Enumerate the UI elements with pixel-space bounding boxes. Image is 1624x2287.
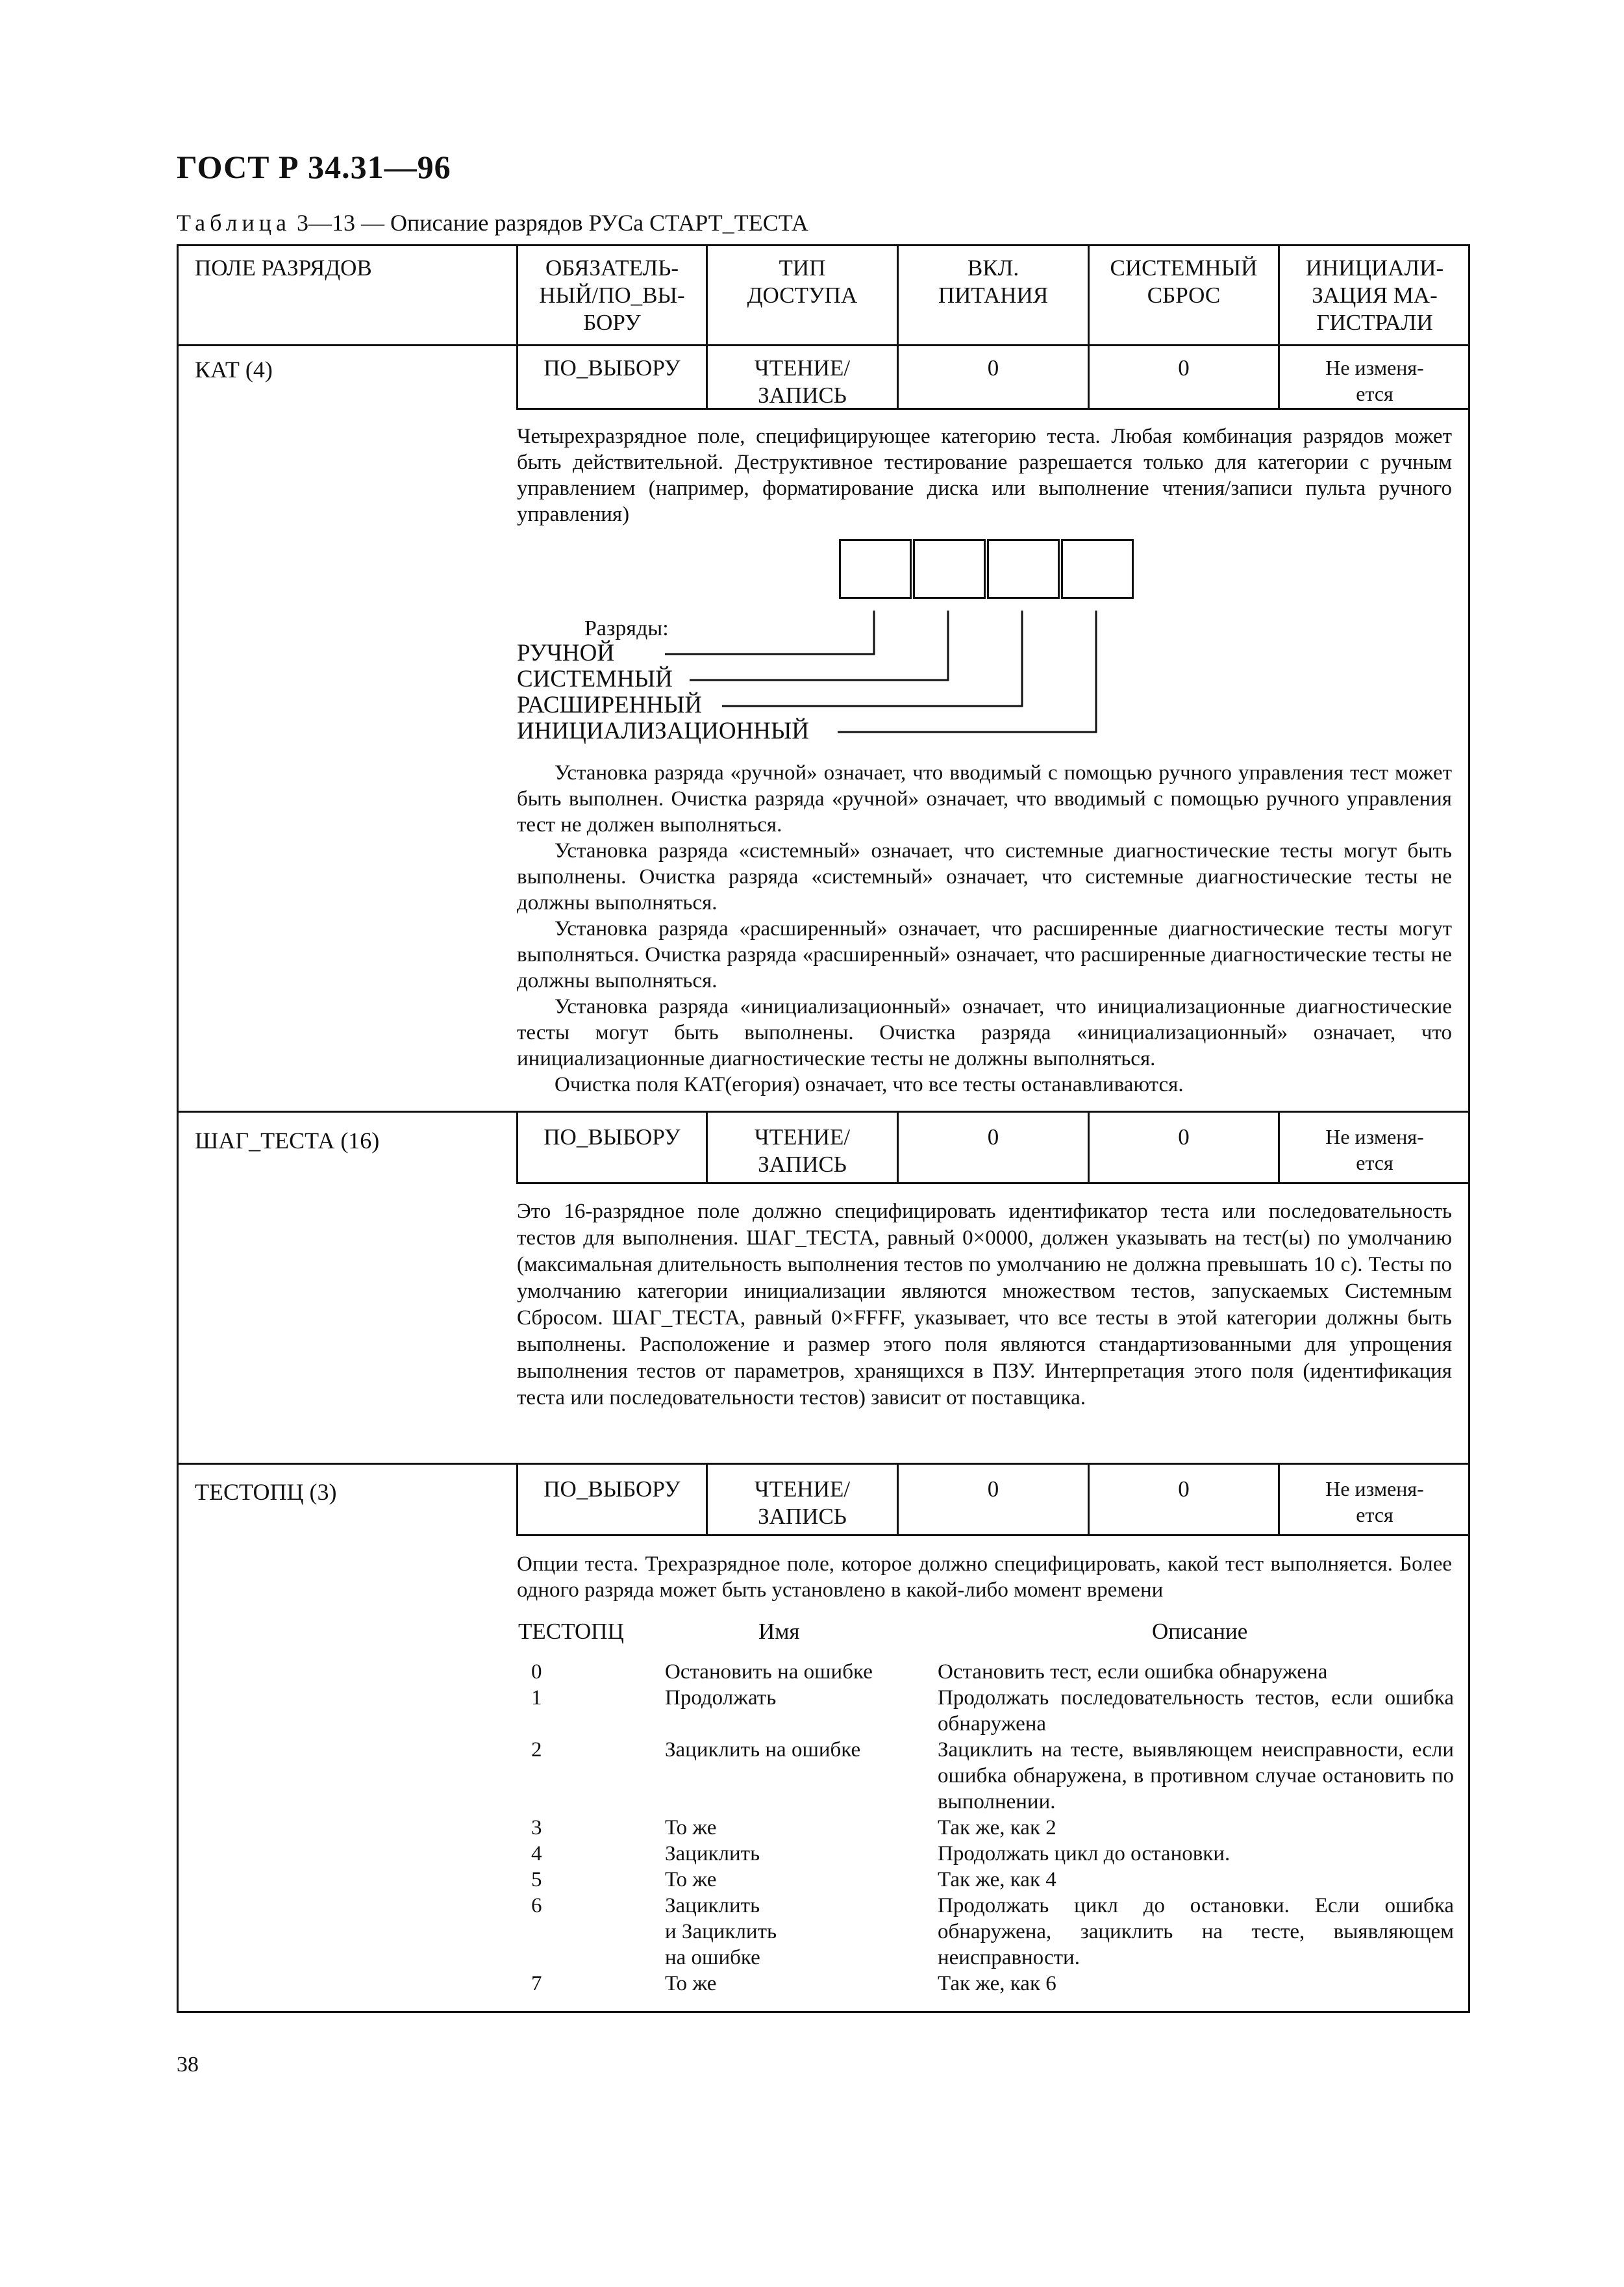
column-header-required: ОБЯЗАТЕЛЬ- НЫЙ/ПО_ВЫ- БОРУ [539,255,685,335]
table-divider [1088,1463,1090,1535]
option-name: Зациклить и Зациклить на ошибке [665,1894,777,1969]
table-divider [516,1182,1470,1184]
column-header-power-on: ВКЛ. ПИТАНИЯ [938,255,1049,308]
table-divider [1278,1111,1280,1183]
option-code: 6 [531,1894,542,1917]
kat-detail-clear: Очистка поля КАТ(егория) означает, что все тесты останавливаются. [555,1073,1184,1096]
option-name: То же [665,1972,717,1995]
field-name-testopt: ТЕСТОПЦ (3) [195,1479,337,1505]
cell-required: ПО_ВЫБОРУ [543,1476,681,1502]
field-name-kat: КАТ (4) [195,357,273,383]
column-header-field: ПОЛЕ РАЗРЯДОВ [195,255,372,281]
cell-system-reset: 0 [1178,1476,1190,1502]
options-header-desc: Описание [1152,1619,1248,1644]
option-desc: Продолжать последовательность тестов, если ошибка обнаружена [938,1686,1454,1736]
options-header-code: ТЕСТОПЦ [518,1619,624,1644]
column-header-system-reset: СИСТЕМНЫЙ СБРОС [1110,255,1258,308]
column-header-bus-init: ИНИЦИАЛИ- ЗАЦИЯ МА- ГИСТРАЛИ [1305,255,1444,335]
option-code: 5 [531,1868,542,1891]
option-name: Остановить на ошибке [665,1660,873,1684]
testopt-intro [517,1551,1452,1603]
bit-label-init: ИНИЦИАЛИЗАЦИОННЫЙ [517,718,809,744]
cell-bus-init: Не изменя- ется [1325,1125,1424,1174]
table-divider [516,1463,518,1535]
cell-bus-init: Не изменя- ется [1325,356,1424,405]
table-divider [706,1463,708,1535]
table-divider [897,1463,899,1535]
cell-system-reset: 0 [1178,1124,1190,1150]
cell-required: ПО_ВЫБОРУ [543,355,681,381]
cell-required: ПО_ВЫБОРУ [543,1124,681,1150]
table-divider [516,1111,518,1183]
table-divider [516,1534,1470,1536]
option-code: 2 [531,1738,542,1762]
option-name: Продолжать [665,1686,777,1710]
kat-detail-init: Установка разряда «инициализационный» означает, что инициализационные диагностические тесты могут быть выполнены. Очистка разряда «инициализационный» означает, что инициализационные диагностические тесты не должны выполняться. [517,995,1452,1070]
option-desc: Продолжать цикл до остановки. [938,1842,1230,1865]
option-name: Зациклить [665,1842,760,1865]
kat-intro-text: Четырехразрядное поле, специфицирующее категорию теста. Любая комбинация разрядов может быть действительной. Деструктивное тестирование разрешается только для категории с ручным управлением (например, форматирование диска или выполнение чтения/записи пульта ручного управления) [517,425,1452,526]
options-header-name: Имя [758,1619,800,1644]
cell-system-reset: 0 [1178,355,1190,381]
option-code: 7 [531,1972,542,1995]
bit-label-manual: РУЧНОЙ [517,640,615,666]
bit-connector-lines [0,0,1624,779]
testopt-intro-text: Опции теста. Трехразрядное поле, которое должно специфицировать, какой тест выполняется. Более одного разряда может быть установлено в какой-либо момент времени [517,1552,1452,1602]
option-desc: Остановить тест, если ошибка обнаружена [938,1660,1328,1684]
option-code: 3 [531,1816,542,1839]
option-name: То же [665,1816,717,1839]
document-header: ГОСТ Р 34.31—96 [177,149,451,185]
step-description-text: Это 16-разрядное поле должно специфицировать идентификатор теста или последовательность тестов для выполнения. ШАГ_ТЕСТА, равный 0×0000, должен указывать на тест(ы) по умолчанию (максимальная длительность выполнения тестов по умолчанию не должна превышать 10 с). Тесты по умолчанию категории инициализации являются множеством тестов, запускаемых Системным Сбросом. ШАГ_ТЕСТА, равный 0×FFFF, указывает, что все тесты в этой категории должны быть выполнены. Расположение и размер этого поля являются стандартизованными для упрощения выполнения тестов от параметров, хранящихся в ПЗУ. Интерпретация этого поля (идентификация теста или последовательности тестов) зависит от поставщика. [517,1200,1452,1409]
kat-details [517,760,1452,1098]
column-header-access: ТИП ДОСТУПА [747,255,858,308]
field-name-step: ШАГ_ТЕСТА (16) [195,1128,380,1154]
page-number: 38 [177,2053,199,2077]
table-divider [1278,1463,1280,1535]
cell-access: ЧТЕНИЕ/ ЗАПИСЬ [754,355,851,408]
cell-power-on: 0 [987,1476,999,1502]
option-desc: Так же, как 4 [938,1868,1056,1891]
option-desc: Продолжать цикл до остановки. Если ошибка обнаружена, зациклить на тесте, выявляющем неисправности. [938,1894,1454,1969]
bit-label-extended: РАСШИРЕННЫЙ [517,692,703,718]
kat-detail-system: Установка разряда «системный» означает, что системные диагностические тесты могут быть выполнены. Очистка разряда «системный» означает, что системные диагностические тесты не должны выполняться. [517,839,1452,915]
row-separator [177,1463,1470,1465]
bits-title: Разряды: [584,616,669,640]
option-desc: Зациклить на тесте, выявляющем неисправности, если ошибка обнаружена, в противном случае остановить по выполнении. [938,1738,1454,1813]
cell-power-on: 0 [987,355,999,381]
cell-access: ЧТЕНИЕ/ ЗАПИСЬ [754,1476,851,1529]
table-caption-label: Таблица [177,210,291,236]
option-code: 4 [531,1842,542,1865]
bit-label-system: СИСТЕМНЫЙ [517,666,673,692]
step-description [517,1198,1452,1411]
option-code: 1 [531,1686,542,1710]
cell-power-on: 0 [987,1124,999,1150]
table-divider [1088,1111,1090,1183]
table-divider [706,1111,708,1183]
table-divider [897,1111,899,1183]
table-caption-text: 3—13 — Описание разрядов РУСа СТАРТ_ТЕСТА [290,210,808,236]
cell-access: ЧТЕНИЕ/ ЗАПИСЬ [754,1124,851,1177]
kat-detail-manual: Установка разряда «ручной» означает, что вводимый с помощью ручного управления тест может быть выполнен. Очистка разряда «ручной» означает, что вводимый с помощью ручного управления тест не должен выполняться. [517,761,1452,837]
row-separator [177,1111,1470,1113]
option-name: Зациклить на ошибке [665,1738,861,1762]
cell-bus-init: Не изменя- ется [1325,1477,1424,1526]
option-desc: Так же, как 6 [938,1972,1056,1995]
kat-detail-extended: Установка разряда «расширенный» означает, что расширенные диагностические тесты могут выполняться. Очистка разряда «расширенный» означает, что расширенные диагностические тесты не должны выполняться. [517,917,1452,992]
option-name: То же [665,1868,717,1891]
option-code: 0 [531,1660,542,1684]
option-desc: Так же, как 2 [938,1816,1056,1839]
